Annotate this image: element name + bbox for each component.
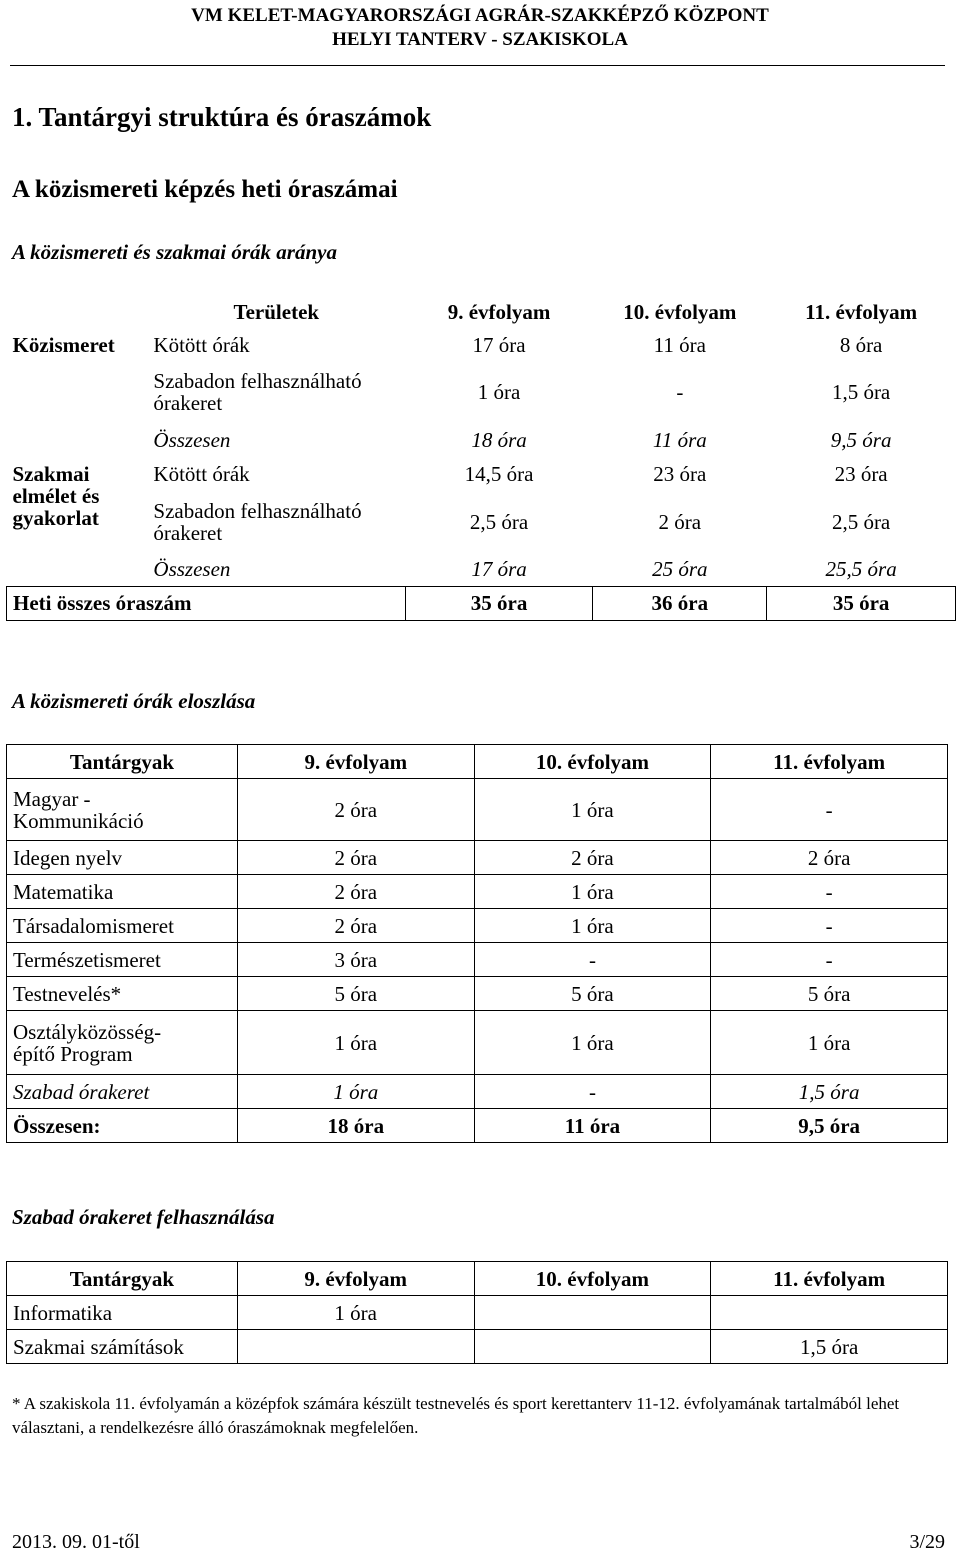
table-row [7, 361, 956, 423]
total-row [7, 1109, 948, 1143]
table-cell: 17 óra [471, 557, 527, 582]
header-divider [10, 65, 945, 66]
table-cell: 11 óra [652, 428, 707, 452]
row-label: Társadalomismeret [7, 909, 238, 943]
table-cell: 2,5 óra [469, 509, 529, 534]
table-cell: - [711, 779, 948, 841]
ratio-table-title: A közismereti és szakmai órák aránya [12, 240, 337, 264]
table-cell: 1,5 óra [711, 1330, 948, 1364]
column-header: 9. évfolyam [237, 1262, 474, 1296]
row-label: Heti összes óraszám [7, 586, 406, 620]
table-row [7, 490, 956, 553]
table-row [7, 977, 948, 1011]
table-row [7, 328, 956, 361]
table-cell [237, 1330, 474, 1364]
table-cell: 2 óra [237, 875, 474, 909]
table-row [7, 875, 948, 909]
table-cell: - [676, 380, 684, 404]
table-cell: - [474, 1075, 711, 1109]
table-cell: 23 óra [653, 461, 707, 486]
group-label-szakmai: Szakmai elmélet és gyakorlat [12, 462, 100, 530]
row-label: Magyar - Kommunikáció [7, 779, 238, 841]
row-label: Informatika [7, 1296, 238, 1330]
column-header: 11. évfolyam [805, 300, 918, 324]
row-label: Idegen nyelv [7, 841, 238, 875]
row-label: Összesen [153, 557, 231, 582]
column-header: 10. évfolyam [623, 300, 737, 324]
table-cell: 35 óra [767, 586, 956, 620]
table-cell: 14,5 óra [464, 461, 534, 486]
table-cell: 35 óra [405, 586, 593, 620]
table-cell [474, 1296, 711, 1330]
table-cell: 1 óra [237, 1011, 474, 1075]
column-header: 10. évfolyam [474, 1262, 711, 1296]
table-row [7, 943, 948, 977]
group-label-kozismeret: Közismeret [12, 333, 115, 357]
table-cell: 3 óra [237, 943, 474, 977]
table-row [7, 779, 948, 841]
table-cell: 1 óra [237, 1075, 474, 1109]
table-row [7, 423, 956, 457]
table-cell [711, 1296, 948, 1330]
section-title: 1. Tantárgyi struktúra és óraszámok [12, 102, 432, 132]
table-cell: 23 óra [834, 461, 888, 486]
distribution-table [6, 744, 948, 1143]
row-label: Kötött órák [153, 332, 250, 357]
free-hours-header-row [7, 1262, 948, 1296]
row-label: Szabadon felhasználható órakeret [153, 369, 362, 415]
table-cell: 9,5 óra [711, 1109, 948, 1143]
table-cell: 18 óra [237, 1109, 474, 1143]
column-header: 9. évfolyam [447, 300, 551, 324]
table-cell: - [474, 943, 711, 977]
column-header: 11. évfolyam [711, 745, 948, 779]
table-row [7, 457, 956, 490]
page-number: 3/29 [909, 1531, 945, 1553]
table-cell: 2 óra [658, 509, 702, 534]
row-label: Testnevelés* [7, 977, 238, 1011]
document-header-institution: VM KELET-MAGYARORSZÁGI AGRÁR-SZAKKÉPZŐ KÖZPONT [191, 5, 769, 26]
footnote: * A szakiskola 11. évfolyamán a középfok számára készült testnevelés és sport kerettanterv 11-12. évfolyamának tartalmából lehet választani, a rendelkezésre álló óraszámoknak megfelelően. [12, 1394, 900, 1437]
table-row [7, 841, 948, 875]
row-label: Természetismeret [7, 943, 238, 977]
table-cell: 11 óra [653, 332, 706, 357]
table-row [7, 1330, 948, 1364]
row-label: Szabadon felhasználható órakeret [153, 498, 362, 545]
row-label: Osztályközösség-építő Program [7, 1011, 238, 1075]
table-cell: 5 óra [711, 977, 948, 1011]
table-row [7, 1075, 948, 1109]
table-cell: 17 óra [472, 332, 526, 357]
table-cell: 5 óra [237, 977, 474, 1011]
table-cell: 18 óra [471, 428, 527, 452]
table-cell: 1 óra [237, 1296, 474, 1330]
row-label: Összesen [153, 428, 231, 452]
ratio-table [6, 296, 956, 621]
table-cell: 1 óra [474, 909, 711, 943]
table-row [7, 1011, 948, 1075]
row-label: Szabad órakeret [7, 1075, 238, 1109]
table-cell: 1 óra [474, 875, 711, 909]
table-cell [474, 1330, 711, 1364]
row-label: Szakmai számítások [7, 1330, 238, 1364]
table-cell: 8 óra [839, 332, 883, 357]
table-cell: 2 óra [711, 841, 948, 875]
table-row [7, 1296, 948, 1330]
table-cell: 2 óra [237, 841, 474, 875]
row-label: Kötött órák [153, 461, 250, 486]
table-cell: - [711, 909, 948, 943]
footer-date: 2013. 09. 01-től [12, 1531, 140, 1553]
table-cell: - [711, 875, 948, 909]
table-cell: 11 óra [474, 1109, 711, 1143]
table-cell: 36 óra [593, 586, 767, 620]
table-cell: 9,5 óra [830, 428, 892, 452]
column-header: 11. évfolyam [711, 1262, 948, 1296]
table-cell: - [711, 943, 948, 977]
column-header: 10. évfolyam [474, 745, 711, 779]
column-header: 9. évfolyam [237, 745, 474, 779]
table-cell: 2,5 óra [831, 509, 891, 534]
table-cell: 2 óra [237, 779, 474, 841]
table-cell: 1 óra [477, 380, 521, 404]
table-cell: 5 óra [474, 977, 711, 1011]
table-row [7, 909, 948, 943]
table-cell: 25,5 óra [825, 557, 897, 582]
free-hours-table-title: Szabad órakeret felhasználása [12, 1205, 275, 1229]
table-cell: 1,5 óra [711, 1075, 948, 1109]
table-cell: 1 óra [474, 1011, 711, 1075]
table-row [7, 553, 956, 586]
distribution-table-title: A közismereti órák eloszlása [12, 689, 256, 713]
total-row [7, 586, 956, 620]
column-header: Tantárgyak [7, 1262, 238, 1296]
table-cell: 1,5 óra [831, 380, 891, 404]
table-cell: 2 óra [237, 909, 474, 943]
row-label: Összesen: [7, 1109, 238, 1143]
ratio-header-row [7, 296, 956, 328]
free-hours-table [6, 1261, 948, 1364]
table-cell: 2 óra [474, 841, 711, 875]
table-cell: 1 óra [711, 1011, 948, 1075]
table-cell: 25 óra [652, 557, 708, 582]
column-header: Területek [233, 300, 320, 324]
sub-title: A közismereti képzés heti óraszámai [12, 176, 398, 203]
column-header: Tantárgyak [7, 745, 238, 779]
distribution-header-row [7, 745, 948, 779]
document-header-curriculum: HELYI TANTERV - SZAKISKOLA [332, 29, 628, 50]
row-label: Matematika [7, 875, 238, 909]
table-cell: 1 óra [474, 779, 711, 841]
